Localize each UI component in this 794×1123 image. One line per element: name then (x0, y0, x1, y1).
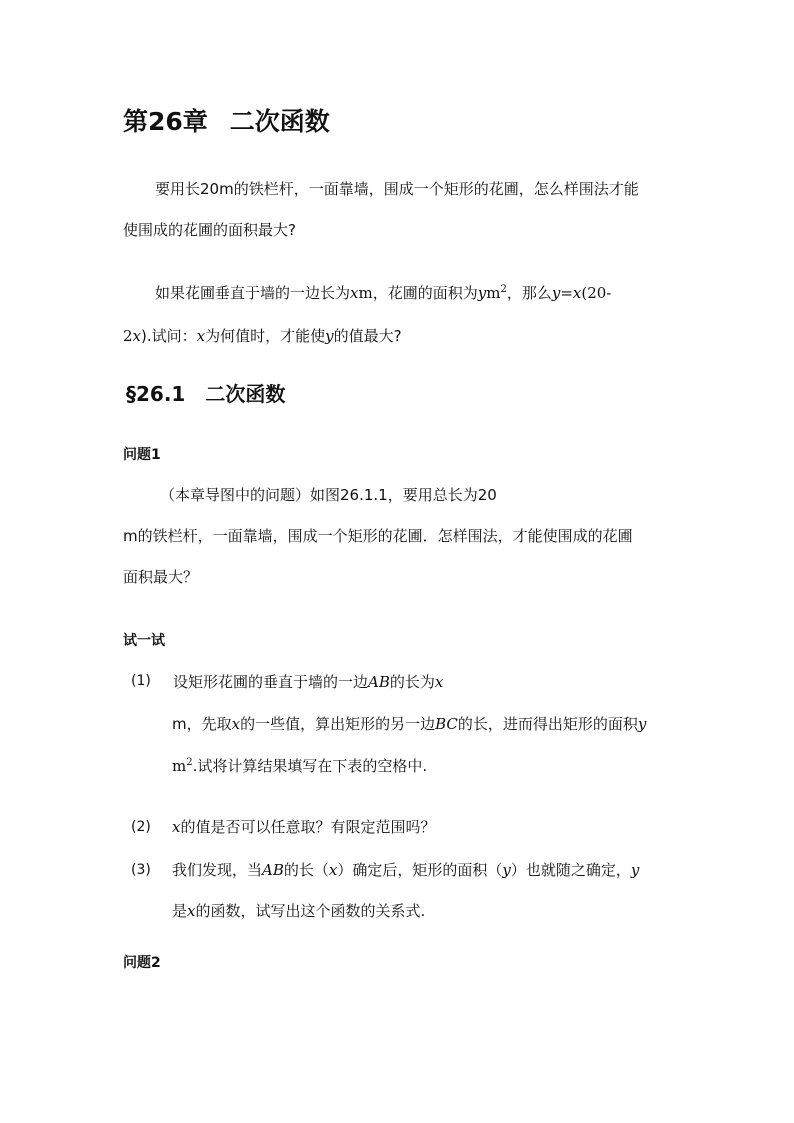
problem-1-line-3: 面积最大？ (123, 568, 199, 586)
intro-paragraph-2-line-2: 2x).试问：x为何值时，才能使y的值最大? (123, 327, 402, 345)
problem-1-line-2: m的铁栏杆，一面靠墙，围成一个矩形的花圃．怎样围法，才能使围成的花圃 (123, 527, 633, 545)
section-number: §26.1 (126, 382, 186, 406)
intro-paragraph-2-line-1: 如果花圃垂直于墙的一边长为xm，花圃的面积为$ym^2$，那么y=x(20- (155, 284, 612, 302)
item-3-line-1: 我们发现，当AB的长（x）确定后，矩形的面积（y）也就随之确定，y (172, 861, 640, 879)
item-2-number: (2) (131, 819, 151, 835)
try-it-heading: 试一试 (123, 633, 165, 649)
item-3-number: (3) (131, 862, 151, 878)
problem-1-heading: 问题1 (123, 447, 161, 463)
chapter-title: 二次函数 (229, 107, 330, 136)
problem-1-line-1: （本章导图中的问题）如图26.1.1，要用总长为20 (160, 486, 497, 504)
item-2-line-1: x的值是否可以任意取？有限定范围吗？ (172, 818, 436, 836)
chapter-number: 第26章 (123, 107, 208, 136)
item-3-line-2: 是x的函数，试写出这个函数的关系式. (172, 902, 426, 920)
intro-paragraph-1-line-1: 要用长20m的铁栏杆，一面靠墙，围成一个矩形的花圃，怎么样围法才能 (155, 180, 639, 198)
item-1-line-1: 设矩形花圃的垂直于墙的一边AB的长为x (173, 673, 444, 691)
item-1-number: (1) (131, 673, 151, 689)
chapter-heading (123, 104, 330, 140)
intro-paragraph-1-line-2: 使围成的花圃的面积最大? (123, 221, 296, 239)
item-1-line-3: $m^2$.试将计算结果填写在下表的空格中. (172, 757, 428, 775)
problem-2-heading: 问题2 (123, 955, 161, 971)
section-heading (126, 379, 285, 409)
item-1-line-2: m，先取x的一些值，算出矩形的另一边BC的长，进而得出矩形的面积y (172, 715, 647, 733)
section-title: 二次函数 (205, 382, 286, 406)
